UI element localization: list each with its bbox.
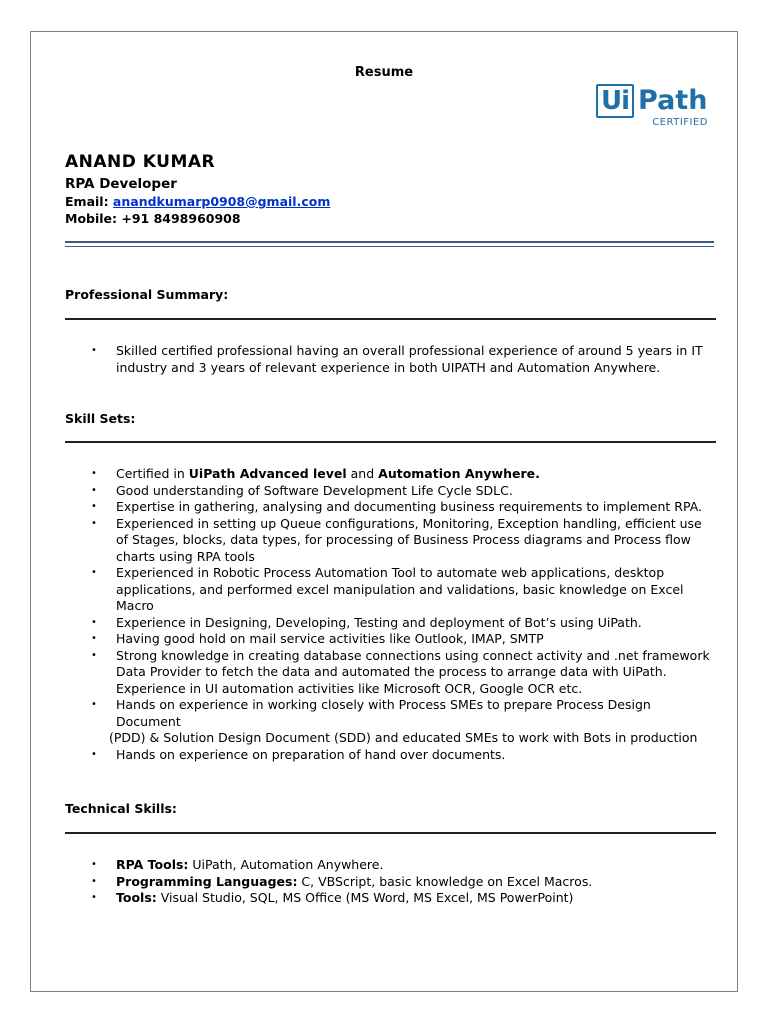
- tech-label: Tools:: [116, 890, 157, 905]
- skill-emphasis: Automation Anywhere.: [378, 466, 540, 481]
- list-item: • Skilled certified professional having an overall professional experience of around 5 years in IT industry and 3 years of relevant experience in both UIPATH and Automation Anywhere.: [91, 343, 721, 376]
- header-divider-thin: [65, 246, 714, 247]
- list-item: • Strong knowledge in creating database connections using connect activity and .net framework Data Provider to fetch the data and automated the process to arrange data with UiPath. Experience in UI automation activities like Microsoft OCR, Google OCR etc.: [91, 648, 716, 698]
- logo-certified-text: CERTIFIED: [652, 117, 708, 128]
- email-label: Email:: [65, 194, 113, 209]
- list-item: • Expertise in gathering, analysing and documenting business requirements to implement RPA.: [91, 499, 716, 516]
- uipath-certified-logo: [596, 84, 712, 132]
- tech-label: Programming Languages:: [116, 873, 298, 889]
- skill-emphasis: UiPath Advanced level: [188, 466, 347, 481]
- list-item: • Having good hold on mail service activities like Outlook, IMAP, SMTP: [91, 631, 716, 648]
- tech-value: UiPath, Automation Anywhere.: [188, 857, 384, 872]
- candidate-role: RPA Developer: [65, 176, 177, 192]
- list-item: [91, 466, 716, 483]
- list-item: • Good understanding of Software Development Life Cycle SDLC.: [91, 483, 716, 500]
- list-item: • Experienced in Robotic Process Automation Tool to automate web applications, desktop applications, and performed excel manipulation and validations, basic knowledge on Excel Macro: [91, 565, 716, 615]
- technical-list: [91, 857, 721, 907]
- list-item: [91, 874, 721, 891]
- technical-heading: Technical Skills:: [65, 801, 177, 816]
- candidate-name: ANAND KUMAR: [65, 152, 216, 172]
- list-item: • Hands on experience in working closely with Process SMEs to prepare Process Design Document: [91, 697, 716, 730]
- email-link[interactable]: anandkumarp0908@gmail.com: [112, 194, 331, 209]
- list-item: • Experienced in setting up Queue configurations, Monitoring, Exception handling, efficient use of Stages, blocks, data types, for processing of Business Process diagrams and Process flow charts using RPA tools: [91, 516, 716, 566]
- logo-path-text: Path: [638, 85, 708, 116]
- header-divider-thick: [65, 241, 714, 243]
- list-item: • Experience in Designing, Developing, Testing and deployment of Bot’s using UiPath.: [91, 615, 716, 632]
- list-item: [91, 890, 721, 907]
- list-item: • Hands on experience on preparation of hand over documents.: [91, 747, 716, 764]
- tech-value: Visual Studio, SQL, MS Office (MS Word, MS Excel, MS PowerPoint): [156, 890, 574, 905]
- email-line: [65, 194, 330, 209]
- skills-list: [91, 466, 716, 763]
- skills-rule: [65, 441, 716, 443]
- technical-rule: [65, 832, 716, 834]
- summary-rule: [65, 318, 716, 320]
- tech-value: C, VBScript, basic knowledge on Excel Macros.: [297, 873, 593, 889]
- summary-heading: Professional Summary:: [65, 287, 229, 302]
- list-item: [91, 857, 721, 874]
- skill-text: and: [346, 466, 379, 481]
- summary-list: [91, 343, 721, 376]
- logo-ui-box: Ui: [596, 84, 634, 118]
- list-item-continuation: (PDD) & Solution Design Document (SDD) and educated SMEs to work with Bots in production: [109, 730, 698, 745]
- document-title: Resume: [354, 65, 414, 80]
- mobile-line: Mobile: +91 8498960908: [65, 211, 241, 226]
- tech-label: RPA Tools:: [116, 857, 189, 872]
- skill-text: Certified in: [116, 466, 189, 481]
- skills-heading: Skill Sets:: [65, 411, 136, 426]
